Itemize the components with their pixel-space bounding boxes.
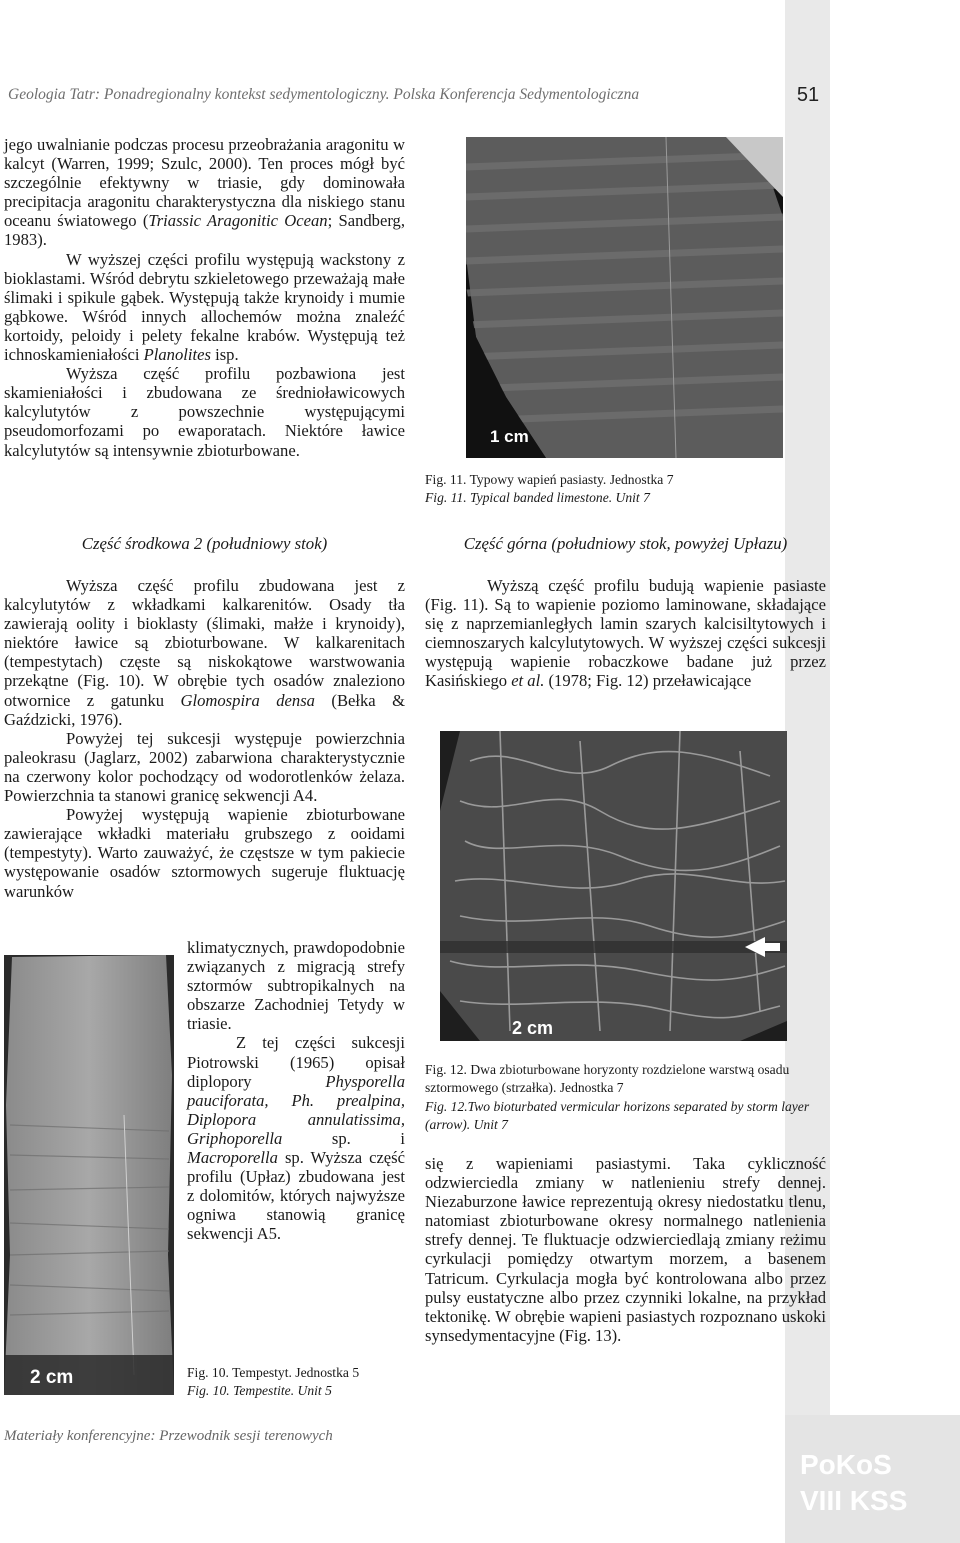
scale-label: 1 cm: [490, 427, 529, 446]
paragraph: Wyższa część profilu zbudowana jest z kalcylutytów z wkładkami kalkarenitów. Osady tła zawierają oolity i bioklasty (ślimaki, małże i krynoidy), niektóre ławice są zbioturbowane. W kalkarenitach (tempestytach) częste są niskokątowe warstwowania przekątne (Fig. 10). W obrębie tych osadów znaleziono otwornice z gatunku Glomospira densa (Bełka & Gaździcki, 1976).: [4, 576, 405, 729]
scale-label: 2 cm: [512, 1018, 554, 1038]
running-header: Geologia Tatr: Ponadregionalny kontekst sedymentologiczny. Polska Konferencja Sedymentologiczna: [8, 86, 640, 103]
caption-english: Fig. 11. Typical banded limestone. Unit 7: [425, 489, 650, 505]
section-heading-upper: Część górna (południowy stok, powyżej Upłazu): [463, 534, 788, 553]
paragraph: Wyższa część profilu pozbawiona jest skamieniałości i zbudowana ze średnioławicowych kalcylutytów z powszechnie występującymi pseudomorfozami po ewaporatach. Niektóre ławice kalcylutytów są intensywnie zbioturbowane.: [4, 364, 405, 460]
page-number: 51: [796, 84, 820, 106]
paragraph: jego uwalnianie podczas procesu przeobrażania aragonitu w kalcyt (Warren, 1999; Szulc, 2000). Ten proces mógł być szczególnie efektywny w triasie, gdy dominowała precipitacja aragonitu charakterystyczna dla niskiego stanu oceanu światowego (Triassic Aragonitic Ocean; Sandberg, 1983).: [4, 135, 405, 250]
logo-line: PoKoS: [800, 1449, 892, 1480]
paragraph: się z wapieniami pasiastymi. Taka cykliczność odzwierciedla zmiany w natlenieniu strefy dennej. Niezaburzone ławice reprezentują okresy niedostatku tlenu, natomiast zbioturbowane okresy normalnego natlenienia strefy dennej. Te fluktuacje odzwierciedlają zmiany reżimu cyrkulacji pomiędzy otwartym morzem, a basenem Tatricum. Cyrkulacja mogła być kontrolowana albo przez pulsy eustatyczne albo przez czynniki lokalne, na przykład tektonikę. W obrębie wapieni pasiastych rozpoznano uskoki synsedymentacyjne (Fig. 13).: [425, 1154, 826, 1345]
left-column-bottom: [4, 576, 405, 901]
left-column-top: [4, 135, 405, 460]
figure-11-photo: [466, 137, 783, 458]
tempestite-core-image: [4, 955, 174, 1395]
figure-11-caption: [425, 471, 785, 506]
paragraph: Wyższą część profilu budują wapienie pasiaste (Fig. 11). Są to wapienie poziomo laminowane, składające się z naprzemianległych lamin szarych kalcisiltytowych i ciemnoszarych kalcylutytowych. W wyższej części sukcesji występują wapienie robaczkowe badane już przez Kasińskiego et al. (1978; Fig. 12) przeławicające: [425, 576, 826, 691]
narrow-column: [187, 938, 405, 1244]
scale-label: 2 cm: [30, 1367, 74, 1388]
logo-line: VIII KSS: [800, 1485, 908, 1516]
paragraph: Powyżej występują wapienie zbioturbowane zawierające wkładki materiału grubszego z ooidami (tempestyty). Warto zauważyć, że częstsze w tym pakiecie występowanie osadów sztormowych sugeruje fluktuację warunków: [4, 805, 405, 901]
banded-limestone-image: [466, 137, 783, 458]
figure-12-caption: [425, 1061, 826, 1133]
paragraph: Z tej części sukcesji Piotrowski (1965) opisał diplopory Physporella pauciforata, Ph. prealpina, Diplopora annulatissima, Griphoporella sp. i Macroporella sp. Wyższa część profilu (Upłaz) zbudowana jest z dolomitów, których najwyższe ogniwa stanowią granicę sekwencji A5.: [187, 1033, 405, 1244]
figure-10-caption: [187, 1364, 405, 1399]
caption-polish: Fig. 11. Typowy wapień pasiasty. Jednostka 7: [425, 472, 674, 487]
right-column-bottom: [425, 1154, 826, 1345]
right-column-top: [425, 576, 826, 691]
paragraph: klimatycznych, prawdopodobnie związanych z migracją strefy sztormów subtropikalnych na obszarze Zachodniej Tetydy w triasie.: [187, 938, 405, 1034]
section-heading-middle: Część środkowa 2 (południowy stok): [81, 534, 328, 553]
paragraph: W wyższej części profilu występują wackstony z bioklastami. Wśród debrytu szkieletowego przeważają małe ślimaki i spikule gąbek. Występują także krynoidy i mumie gąbkowe. Wśród innych allochemów można znaleźć kortoidy, peloidy i pelety fekalne krabów. Występują też ichnoskamieniałości Planolites isp.: [4, 249, 405, 365]
caption-polish: Fig. 10. Tempestyt. Jednostka 5: [187, 1365, 360, 1380]
paragraph: Powyżej tej sukcesji występuje powierzchnia paleokrasu (Jaglarz, 2002) zabarwiona charakterystycznie na czerwony kolor pochodzący od wodorotlenków żelaza. Powierzchnia ta stanowi granicę sekwencji A4.: [4, 728, 405, 806]
caption-polish: Fig. 12. Dwa zbioturbowane horyzonty rozdzielone warstwą osadu sztormowego (strzałka). Jednostka 7: [425, 1062, 790, 1095]
caption-english: Fig. 10. Tempestite. Unit 5: [187, 1382, 332, 1398]
figure-10-photo: [4, 955, 174, 1395]
bioturbated-limestone-image: [440, 731, 787, 1041]
figure-12-photo: [440, 731, 787, 1041]
conference-logo: [800, 1447, 907, 1519]
caption-english: Fig. 12.Two bioturbated vermicular horizons separated by storm layer (arrow). Unit 7: [425, 1099, 810, 1132]
footer-text: Materiały konferencyjne: Przewodnik sesji terenowych: [4, 1428, 333, 1444]
